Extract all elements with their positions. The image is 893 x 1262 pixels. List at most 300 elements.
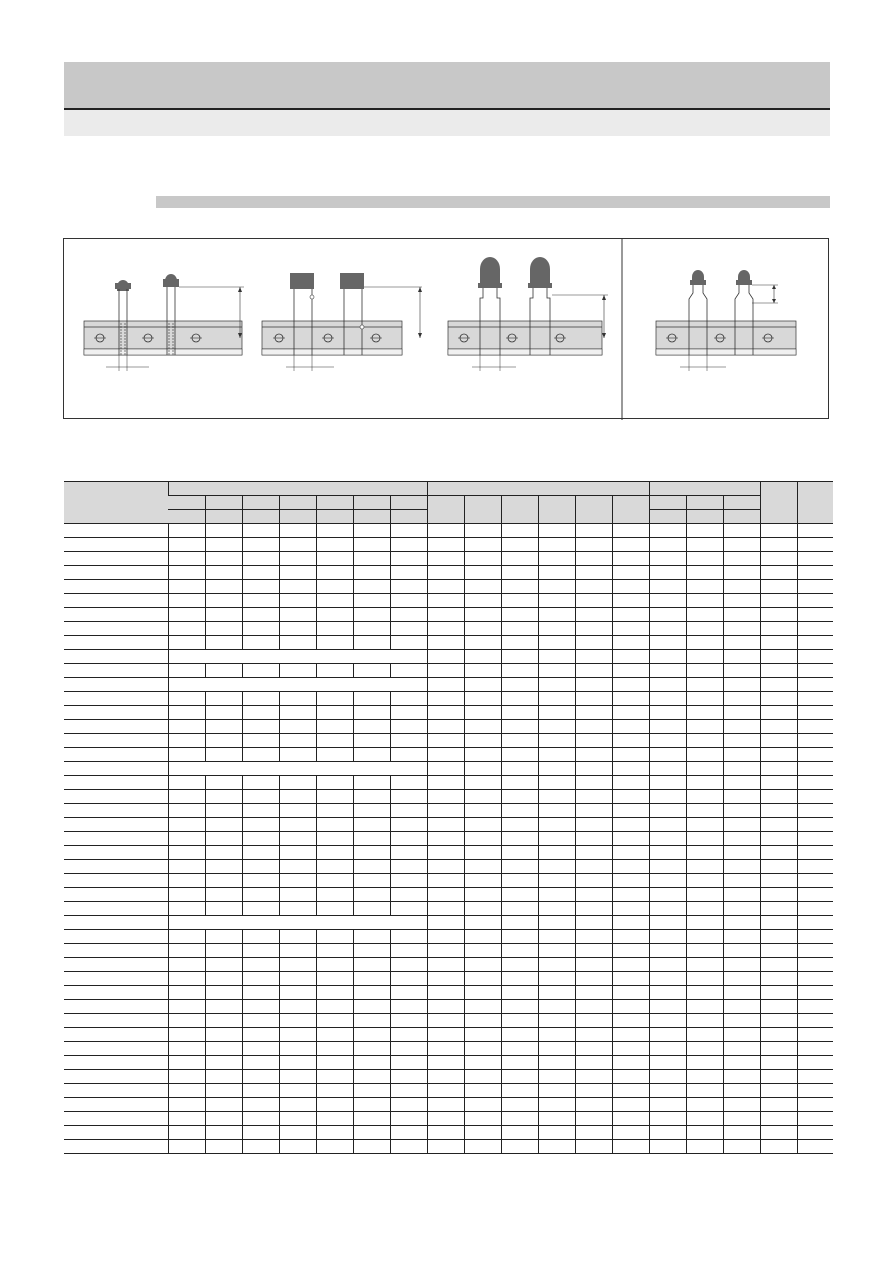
table-cell bbox=[205, 972, 242, 986]
table-cell bbox=[612, 566, 649, 580]
table-cell bbox=[168, 650, 427, 664]
table-cell bbox=[612, 720, 649, 734]
table-cell bbox=[797, 804, 833, 818]
table-cell bbox=[760, 692, 797, 706]
table-cell bbox=[390, 1056, 427, 1070]
table-cell bbox=[464, 1098, 501, 1112]
table-cell bbox=[353, 944, 390, 958]
table-cell bbox=[464, 1000, 501, 1014]
row-label-cell bbox=[64, 650, 168, 664]
table-cell bbox=[242, 594, 279, 608]
table-cell bbox=[390, 1042, 427, 1056]
table-cell bbox=[427, 1042, 464, 1056]
table-cell bbox=[316, 692, 353, 706]
table-cell bbox=[538, 818, 575, 832]
row-label-cell bbox=[64, 580, 168, 594]
table-cell bbox=[353, 832, 390, 846]
table-cell bbox=[575, 958, 612, 972]
table-cell bbox=[316, 986, 353, 1000]
section-heading-bar bbox=[156, 196, 830, 208]
table-cell bbox=[723, 1084, 760, 1098]
table-cell bbox=[427, 874, 464, 888]
table-row bbox=[64, 818, 833, 832]
table-cell bbox=[797, 594, 833, 608]
table-cell bbox=[649, 762, 686, 776]
table-cell bbox=[797, 1000, 833, 1014]
table-cell bbox=[353, 1028, 390, 1042]
table-cell bbox=[464, 748, 501, 762]
table-cell bbox=[797, 1028, 833, 1042]
table-row bbox=[64, 720, 833, 734]
row-label-cell bbox=[64, 678, 168, 692]
table-cell bbox=[205, 552, 242, 566]
table-cell bbox=[316, 1140, 353, 1154]
row-label-cell bbox=[64, 594, 168, 608]
table-cell bbox=[538, 538, 575, 552]
table-cell bbox=[390, 776, 427, 790]
table-cell bbox=[760, 930, 797, 944]
table-cell bbox=[390, 748, 427, 762]
table-cell bbox=[538, 916, 575, 930]
table-cell bbox=[279, 1112, 316, 1126]
table-cell bbox=[205, 664, 242, 678]
table-cell bbox=[575, 804, 612, 818]
table-cell bbox=[797, 1112, 833, 1126]
table-cell bbox=[316, 958, 353, 972]
table-row bbox=[64, 664, 833, 678]
table-cell bbox=[353, 860, 390, 874]
table-cell bbox=[538, 720, 575, 734]
table-row bbox=[64, 692, 833, 706]
table-cell bbox=[279, 748, 316, 762]
table-cell bbox=[575, 902, 612, 916]
table-cell bbox=[501, 888, 538, 902]
table-cell bbox=[797, 860, 833, 874]
table-cell bbox=[723, 580, 760, 594]
table-cell bbox=[649, 524, 686, 538]
table-cell bbox=[723, 538, 760, 552]
table-cell bbox=[797, 664, 833, 678]
table-subheader-row bbox=[64, 496, 833, 510]
table-cell bbox=[686, 832, 723, 846]
table-cell bbox=[575, 1098, 612, 1112]
table-cell bbox=[723, 678, 760, 692]
table-cell bbox=[649, 1056, 686, 1070]
table-cell bbox=[538, 986, 575, 1000]
table-cell bbox=[575, 846, 612, 860]
table-cell bbox=[242, 776, 279, 790]
table-cell bbox=[242, 748, 279, 762]
table-cell bbox=[242, 538, 279, 552]
table-cell bbox=[723, 748, 760, 762]
table-cell bbox=[760, 594, 797, 608]
table-cell bbox=[612, 902, 649, 916]
table-cell bbox=[686, 692, 723, 706]
table-cell bbox=[353, 776, 390, 790]
table-cell bbox=[279, 944, 316, 958]
table-cell bbox=[501, 1126, 538, 1140]
table-row bbox=[64, 762, 833, 776]
table-cell bbox=[316, 1014, 353, 1028]
row-label-cell bbox=[64, 720, 168, 734]
row-label-cell bbox=[64, 1098, 168, 1112]
table-row bbox=[64, 1084, 833, 1098]
table-cell bbox=[760, 1028, 797, 1042]
table-cell bbox=[649, 692, 686, 706]
table-cell bbox=[464, 720, 501, 734]
table-cell bbox=[797, 986, 833, 1000]
table-cell bbox=[427, 594, 464, 608]
table-cell bbox=[242, 986, 279, 1000]
table-cell bbox=[538, 622, 575, 636]
table-cell bbox=[538, 636, 575, 650]
table-cell bbox=[168, 538, 205, 552]
table-cell bbox=[279, 1126, 316, 1140]
table-cell bbox=[575, 832, 612, 846]
table-cell bbox=[279, 1014, 316, 1028]
table-cell bbox=[686, 1098, 723, 1112]
table-cell bbox=[797, 832, 833, 846]
table-cell bbox=[390, 636, 427, 650]
table-cell bbox=[686, 678, 723, 692]
table-cell bbox=[612, 692, 649, 706]
table-row bbox=[64, 874, 833, 888]
table-row bbox=[64, 1056, 833, 1070]
table-cell bbox=[242, 804, 279, 818]
table-cell bbox=[612, 734, 649, 748]
table-cell bbox=[205, 524, 242, 538]
table-cell bbox=[686, 860, 723, 874]
table-cell bbox=[464, 790, 501, 804]
table-cell bbox=[612, 762, 649, 776]
table-cell bbox=[353, 972, 390, 986]
table-cell bbox=[168, 1140, 205, 1154]
table-cell bbox=[760, 678, 797, 692]
table-cell bbox=[279, 538, 316, 552]
table-cell bbox=[168, 720, 205, 734]
table-cell bbox=[686, 930, 723, 944]
row-label-cell bbox=[64, 1056, 168, 1070]
table-cell bbox=[575, 692, 612, 706]
table-cell bbox=[686, 748, 723, 762]
table-cell bbox=[242, 846, 279, 860]
table-cell bbox=[205, 566, 242, 580]
table-cell bbox=[464, 1056, 501, 1070]
table-cell bbox=[464, 986, 501, 1000]
table-cell bbox=[501, 958, 538, 972]
table-cell bbox=[649, 1028, 686, 1042]
table-cell bbox=[242, 902, 279, 916]
table-cell bbox=[612, 958, 649, 972]
table-cell bbox=[649, 1112, 686, 1126]
table-cell bbox=[649, 636, 686, 650]
table-row bbox=[64, 734, 833, 748]
table-cell bbox=[575, 874, 612, 888]
row-label-cell bbox=[64, 790, 168, 804]
table-cell bbox=[797, 1070, 833, 1084]
table-cell bbox=[649, 748, 686, 762]
table-cell bbox=[760, 986, 797, 1000]
table-cell bbox=[316, 972, 353, 986]
table-cell bbox=[464, 1084, 501, 1098]
table-cell bbox=[760, 566, 797, 580]
table-cell bbox=[464, 524, 501, 538]
table-cell bbox=[205, 608, 242, 622]
table-cell bbox=[353, 580, 390, 594]
table-cell bbox=[612, 678, 649, 692]
table-cell bbox=[575, 944, 612, 958]
table-cell bbox=[205, 776, 242, 790]
table-cell bbox=[686, 1000, 723, 1014]
table-cell bbox=[464, 552, 501, 566]
table-cell bbox=[686, 986, 723, 1000]
table-cell bbox=[464, 664, 501, 678]
table-cell bbox=[649, 958, 686, 972]
table-cell bbox=[649, 860, 686, 874]
table-cell bbox=[279, 1098, 316, 1112]
table-cell bbox=[242, 930, 279, 944]
table-cell bbox=[279, 566, 316, 580]
table-cell bbox=[501, 1070, 538, 1084]
table-cell bbox=[168, 930, 205, 944]
table-cell bbox=[205, 748, 242, 762]
table-cell bbox=[501, 1042, 538, 1056]
table-cell bbox=[649, 874, 686, 888]
table-cell bbox=[427, 734, 464, 748]
table-cell bbox=[723, 1070, 760, 1084]
table-cell bbox=[279, 860, 316, 874]
table-cell bbox=[760, 1070, 797, 1084]
table-cell bbox=[538, 776, 575, 790]
table-cell bbox=[168, 832, 205, 846]
table-cell bbox=[686, 1042, 723, 1056]
table-cell bbox=[649, 1014, 686, 1028]
table-cell bbox=[168, 692, 205, 706]
table-cell bbox=[575, 720, 612, 734]
table-cell bbox=[242, 706, 279, 720]
table-row bbox=[64, 1070, 833, 1084]
table-cell bbox=[168, 846, 205, 860]
table-cell bbox=[427, 958, 464, 972]
table-cell bbox=[316, 1126, 353, 1140]
table-cell bbox=[168, 888, 205, 902]
table-cell bbox=[686, 1140, 723, 1154]
table-cell bbox=[316, 1070, 353, 1084]
table-cell bbox=[723, 664, 760, 678]
table-cell bbox=[723, 832, 760, 846]
table-cell bbox=[316, 832, 353, 846]
table-cell bbox=[316, 1042, 353, 1056]
table-cell bbox=[760, 804, 797, 818]
table-cell bbox=[760, 888, 797, 902]
table-cell bbox=[168, 986, 205, 1000]
table-cell bbox=[612, 986, 649, 1000]
table-cell bbox=[205, 1126, 242, 1140]
table-cell bbox=[168, 860, 205, 874]
table-cell bbox=[168, 958, 205, 972]
table-cell bbox=[464, 1014, 501, 1028]
table-cell bbox=[279, 636, 316, 650]
row-label-cell bbox=[64, 958, 168, 972]
table-cell bbox=[242, 692, 279, 706]
table-cell bbox=[723, 1140, 760, 1154]
table-cell bbox=[427, 860, 464, 874]
table-row bbox=[64, 776, 833, 790]
table-row bbox=[64, 608, 833, 622]
table-cell bbox=[575, 762, 612, 776]
table-cell bbox=[279, 1056, 316, 1070]
table-cell bbox=[575, 1084, 612, 1098]
table-cell bbox=[501, 1000, 538, 1014]
table-cell bbox=[353, 902, 390, 916]
table-cell bbox=[353, 524, 390, 538]
table-row bbox=[64, 1028, 833, 1042]
table-cell bbox=[612, 538, 649, 552]
table-cell bbox=[279, 594, 316, 608]
table-cell bbox=[168, 902, 205, 916]
table-cell bbox=[390, 734, 427, 748]
table-cell bbox=[686, 804, 723, 818]
table-row bbox=[64, 930, 833, 944]
table-cell bbox=[686, 1028, 723, 1042]
table-cell bbox=[760, 874, 797, 888]
table-cell bbox=[760, 552, 797, 566]
table-row bbox=[64, 580, 833, 594]
table-cell bbox=[612, 1028, 649, 1042]
table-cell bbox=[205, 734, 242, 748]
diagram-straight-led bbox=[84, 274, 244, 371]
table-cell bbox=[760, 720, 797, 734]
table-cell bbox=[501, 1028, 538, 1042]
table-cell bbox=[612, 622, 649, 636]
row-label-cell bbox=[64, 1000, 168, 1014]
table-row bbox=[64, 538, 833, 552]
table-cell bbox=[353, 636, 390, 650]
table-cell bbox=[427, 986, 464, 1000]
table-cell bbox=[723, 972, 760, 986]
table-cell bbox=[390, 538, 427, 552]
table-cell bbox=[242, 636, 279, 650]
table-cell bbox=[612, 1084, 649, 1098]
table-row bbox=[64, 860, 833, 874]
table-cell bbox=[390, 902, 427, 916]
table-cell bbox=[427, 944, 464, 958]
table-cell bbox=[760, 972, 797, 986]
table-cell bbox=[279, 1140, 316, 1154]
table-cell bbox=[501, 748, 538, 762]
table-cell bbox=[279, 664, 316, 678]
row-label-cell bbox=[64, 692, 168, 706]
table-cell bbox=[464, 678, 501, 692]
table-cell bbox=[427, 790, 464, 804]
table-cell bbox=[205, 1112, 242, 1126]
table-cell bbox=[538, 944, 575, 958]
table-cell bbox=[538, 930, 575, 944]
table-cell bbox=[723, 692, 760, 706]
table-cell bbox=[723, 552, 760, 566]
row-label-cell bbox=[64, 664, 168, 678]
table-cell bbox=[723, 804, 760, 818]
table-row bbox=[64, 902, 833, 916]
table-cell bbox=[168, 944, 205, 958]
table-cell bbox=[390, 804, 427, 818]
table-cell bbox=[686, 762, 723, 776]
table-cell bbox=[686, 972, 723, 986]
table-cell bbox=[464, 874, 501, 888]
table-cell bbox=[538, 664, 575, 678]
table-cell bbox=[797, 748, 833, 762]
table-cell bbox=[390, 580, 427, 594]
table-cell bbox=[168, 524, 205, 538]
table-row bbox=[64, 622, 833, 636]
table-cell bbox=[612, 818, 649, 832]
table-cell bbox=[390, 972, 427, 986]
table-cell bbox=[686, 552, 723, 566]
table-cell bbox=[353, 566, 390, 580]
row-label-cell bbox=[64, 1014, 168, 1028]
row-label-cell bbox=[64, 944, 168, 958]
table-cell bbox=[760, 524, 797, 538]
table-cell bbox=[501, 916, 538, 930]
table-cell bbox=[316, 818, 353, 832]
table-cell bbox=[575, 1070, 612, 1084]
table-cell bbox=[353, 1070, 390, 1084]
table-cell bbox=[427, 538, 464, 552]
table-cell bbox=[760, 846, 797, 860]
table-cell bbox=[390, 1000, 427, 1014]
table-cell bbox=[723, 1126, 760, 1140]
table-cell bbox=[168, 790, 205, 804]
table-cell bbox=[686, 846, 723, 860]
table-cell bbox=[427, 706, 464, 720]
table-cell bbox=[723, 1014, 760, 1028]
table-cell bbox=[575, 706, 612, 720]
table-cell bbox=[501, 986, 538, 1000]
table-cell bbox=[427, 1056, 464, 1070]
table-cell bbox=[427, 902, 464, 916]
table-cell bbox=[575, 888, 612, 902]
table-cell bbox=[797, 888, 833, 902]
table-cell bbox=[390, 846, 427, 860]
row-label-cell bbox=[64, 986, 168, 1000]
table-cell bbox=[649, 1070, 686, 1084]
table-cell bbox=[723, 524, 760, 538]
table-cell bbox=[797, 916, 833, 930]
table-cell bbox=[242, 972, 279, 986]
table-cell bbox=[427, 1084, 464, 1098]
table-cell bbox=[464, 804, 501, 818]
table-cell bbox=[353, 734, 390, 748]
table-cell bbox=[723, 1028, 760, 1042]
table-cell bbox=[353, 1056, 390, 1070]
table-cell bbox=[760, 580, 797, 594]
table-cell bbox=[316, 608, 353, 622]
table-cell bbox=[427, 846, 464, 860]
table-cell bbox=[501, 580, 538, 594]
table-cell bbox=[390, 1098, 427, 1112]
table-cell bbox=[427, 1014, 464, 1028]
table-cell bbox=[649, 566, 686, 580]
row-label-cell bbox=[64, 734, 168, 748]
table-cell bbox=[427, 524, 464, 538]
table-cell bbox=[612, 1000, 649, 1014]
table-cell bbox=[649, 804, 686, 818]
table-cell bbox=[427, 776, 464, 790]
table-cell bbox=[279, 832, 316, 846]
table-cell bbox=[242, 622, 279, 636]
table-cell bbox=[279, 902, 316, 916]
table-cell bbox=[353, 958, 390, 972]
